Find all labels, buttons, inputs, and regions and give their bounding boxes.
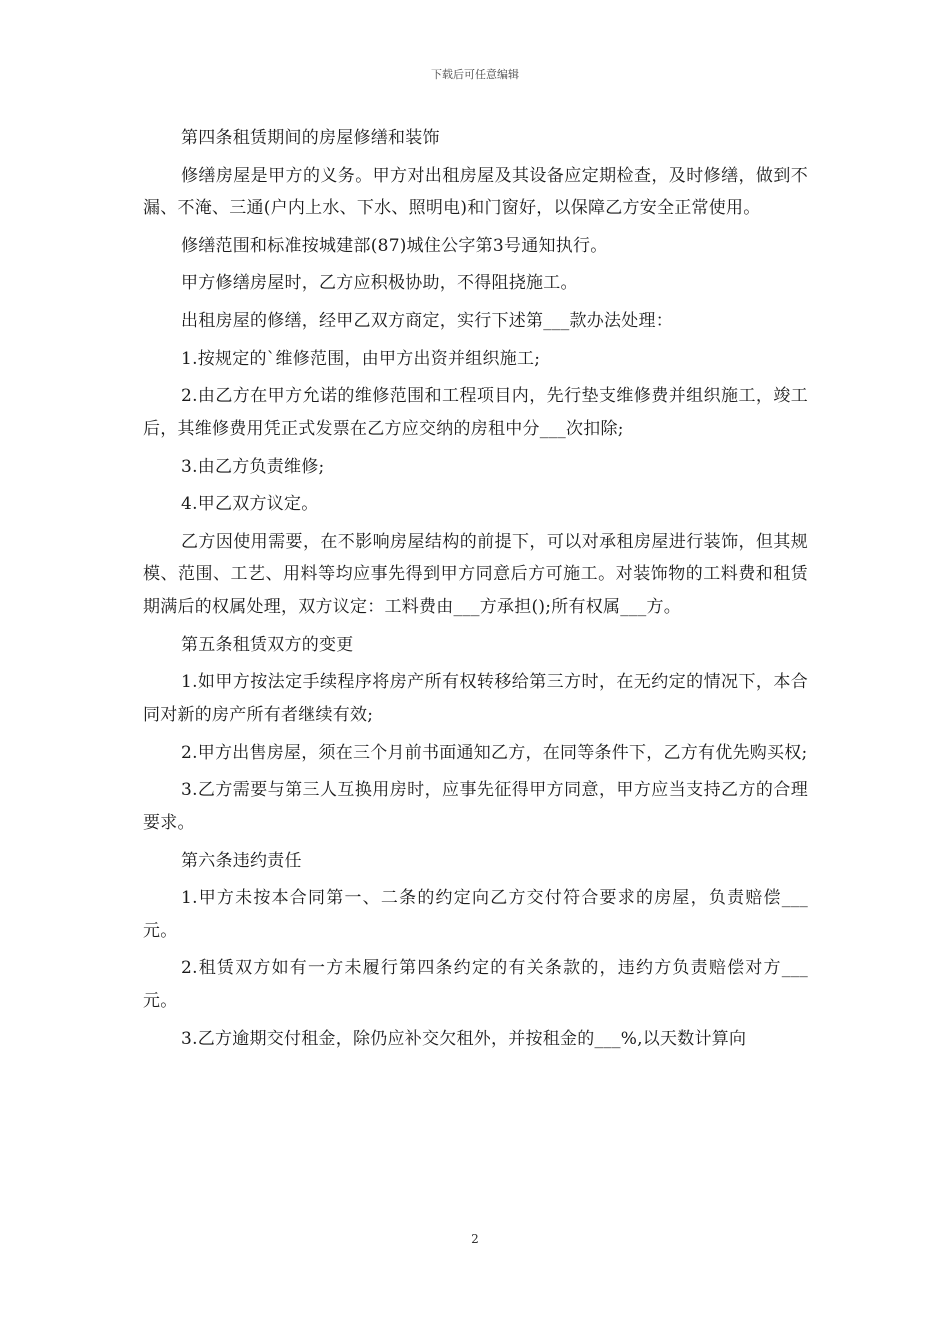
page-number: 2	[471, 1232, 479, 1246]
list-item: 3.乙方逾期交付租金，除仍应补交欠租外，并按租金的___%,以天数计算向	[181, 1028, 747, 1049]
paragraph: 乙方因使用需要，在不影响房屋结构的前提下，可以对承租房屋进行装饰，但其规模、范围、工艺、用料等均应事先得到甲方同意后方可施工。对装饰物的工料费和租赁期满后的权属处理，双方议定：工料费由___方承担();所有权属___方。	[143, 531, 808, 618]
document-body	[143, 122, 808, 1060]
section-heading-article-5: 第五条租赁双方的变更	[181, 634, 354, 655]
list-item: 1.甲方未按本合同第一、二条的约定向乙方交付符合要求的房屋，负责赔偿___元。	[143, 888, 808, 941]
list-item: 4.甲乙双方议定。	[181, 494, 319, 515]
paragraph: 出租房屋的修缮，经甲乙双方商定，实行下述第___款办法处理：	[181, 311, 673, 332]
paragraph: 修缮房屋是甲方的义务。甲方对出租房屋及其设备应定期检查，及时修缮，做到不漏、不淹、三通(户内上水、下水、照明电)和门窗好，以保障乙方安全正常使用。	[143, 165, 808, 219]
section-heading-article-4: 第四条租赁期间的房屋修缮和装饰	[181, 128, 440, 148]
section-heading-article-6: 第六条违约责任	[181, 850, 302, 871]
page-header: 下载后可任意编辑	[431, 68, 519, 81]
list-item: 2.甲方出售房屋，须在三个月前书面通知乙方，在同等条件下，乙方有优先购买权;	[181, 742, 808, 763]
list-item: 3.乙方需要与第三人互换用房时，应事先征得甲方同意，甲方应当支持乙方的合理要求。	[143, 780, 808, 833]
list-item: 1.按规定的`维修范围，由甲方出资并组织施工;	[181, 348, 541, 369]
paragraph: 甲方修缮房屋时，乙方应积极协助，不得阻挠施工。	[181, 273, 578, 294]
list-item: 2.由乙方在甲方允诺的维修范围和工程项目内，先行垫支维修费并组织施工，竣工后，其维修费用凭正式发票在乙方应交纳的房租中分___次扣除;	[143, 386, 808, 439]
list-item: 2.租赁双方如有一方未履行第四条约定的有关条款的，违约方负责赔偿对方___元。	[143, 958, 808, 1012]
list-item: 3.由乙方负责维修;	[181, 456, 325, 477]
list-item: 1.如甲方按法定手续程序将房产所有权转移给第三方时，在无约定的情况下，本合同对新的房产所有者继续有效;	[143, 672, 808, 726]
paragraph: 修缮范围和标准按城建部(87)城住公字第3号通知执行。	[181, 235, 608, 256]
